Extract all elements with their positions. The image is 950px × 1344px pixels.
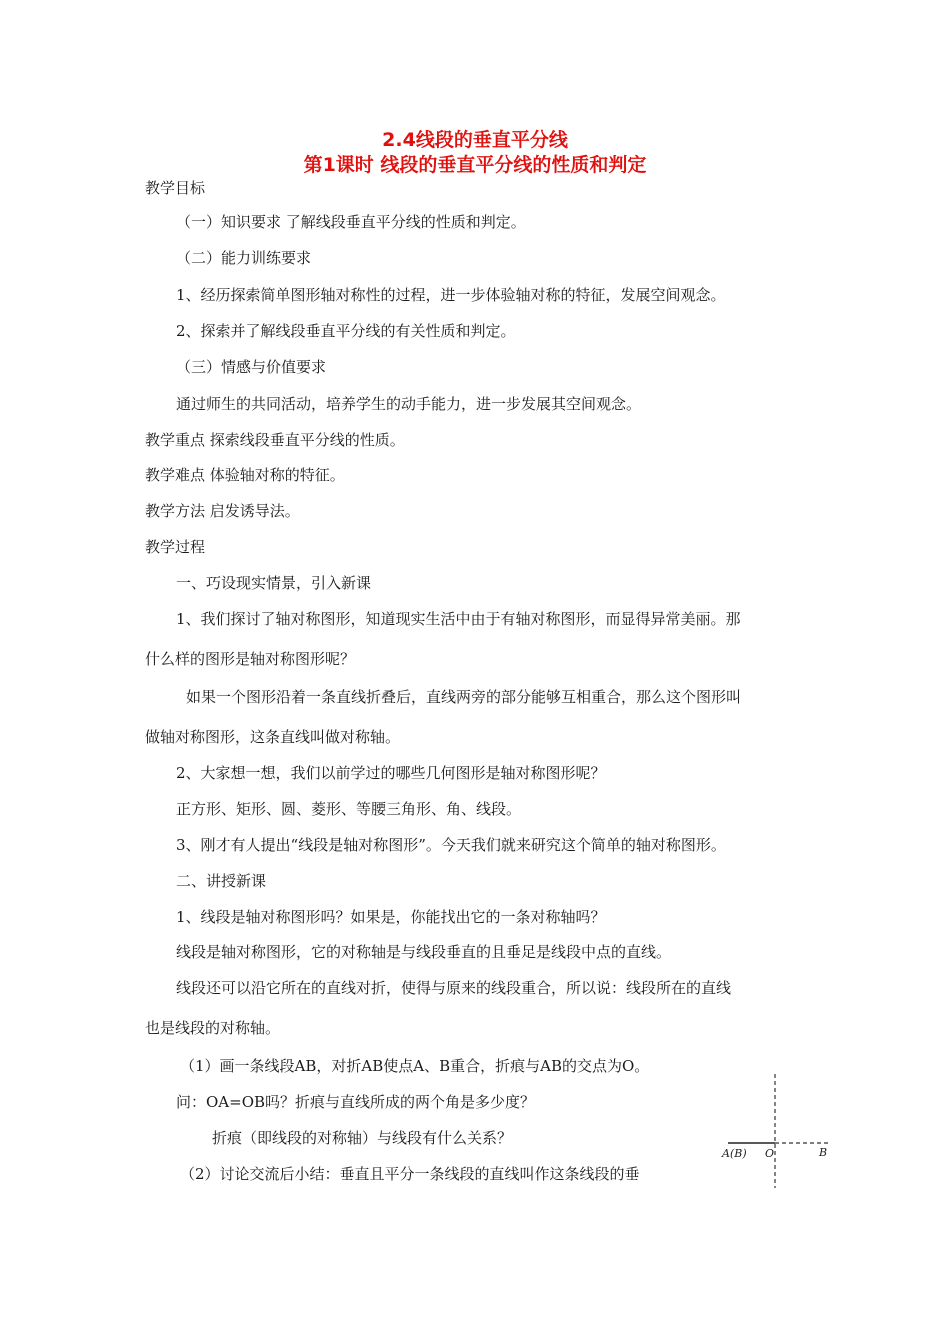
process-step-1-heading: 一、巧设现实情景，引入新课 (176, 574, 372, 592)
document-title: 2.4线段的垂直平分线 (382, 129, 568, 151)
point-label-ab: A(B) (722, 1147, 747, 1160)
emotion-value-text: 通过师生的共同活动，培养学生的动手能力，进一步发展其空间观念。 (176, 395, 642, 413)
teaching-method: 教学方法 启发诱导法。 (145, 502, 300, 520)
knowledge-requirement: （一）知识要求 了解线段垂直平分线的性质和判定。 (176, 213, 526, 231)
paragraph-line: （2）讨论交流后小结：垂直且平分一条线段的直线叫作这条线段的垂 (180, 1165, 640, 1183)
paragraph-line: 3、刚才有人提出“线段是轴对称图形”。今天我们就来研究这个简单的轴对称图形。 (176, 836, 726, 854)
paragraph-line: 线段还可以沿它所在的直线对折，使得与原来的线段重合，所以说：线段所在的直线 (176, 979, 732, 997)
paragraph-line: 也是线段的对称轴。 (145, 1019, 281, 1037)
paragraph-line: 1、线段是轴对称图形吗？如果是，你能找出它的一条对称轴吗？ (176, 908, 606, 926)
section-heading-process: 教学过程 (145, 538, 206, 556)
paragraph-line: 2、大家想一想，我们以前学过的哪些几何图形是轴对称图形呢？ (176, 764, 606, 782)
paragraph-line: 做轴对称图形，这条直线叫做对称轴。 (145, 728, 401, 746)
paragraph-line: 正方形、矩形、圆、菱形、等腰三角形、角、线段。 (176, 800, 522, 818)
process-step-2-heading: 二、讲授新课 (176, 872, 267, 890)
ability-requirement-heading: （二）能力训练要求 (176, 249, 312, 267)
fold-line-figure (720, 1070, 840, 1190)
paragraph-line: （1）画一条线段AB，对折AB使点A、B重合，折痕与AB的交点为O。 (180, 1057, 650, 1075)
paragraph-line: 折痕（即线段的对称轴）与线段有什么关系？ (212, 1129, 513, 1147)
paragraph-line: 如果一个图形沿着一条直线折叠后，直线两旁的部分能够互相重合，那么这个图形叫 (186, 688, 742, 706)
paragraph-line: 问：OA=OB吗？折痕与直线所成的两个角是多少度？ (176, 1093, 536, 1111)
section-heading-goals: 教学目标 (145, 179, 206, 197)
point-label-b: B (819, 1146, 828, 1159)
point-label-o: O (765, 1147, 775, 1160)
ability-item-2: 2、探索并了解线段垂直平分线的有关性质和判定。 (176, 322, 516, 340)
ability-item-1: 1、经历探索简单图形轴对称性的过程，进一步体验轴对称的特征，发展空间观念。 (176, 286, 726, 304)
teaching-focus: 教学重点 探索线段垂直平分线的性质。 (145, 431, 405, 449)
paragraph-line: 线段是轴对称图形，它的对称轴是与线段垂直的且垂足是线段中点的直线。 (176, 943, 672, 961)
paragraph-line: 1、我们探讨了轴对称图形，知道现实生活中由于有轴对称图形，而显得异常美丽。那 (176, 610, 741, 628)
teaching-difficulty: 教学难点 体验轴对称的特征。 (145, 466, 345, 484)
emotion-value-heading: （三）情感与价值要求 (176, 358, 327, 376)
paragraph-line: 什么样的图形是轴对称图形呢？ (145, 650, 356, 668)
lesson-subtitle: 第1课时 线段的垂直平分线的性质和判定 (303, 154, 647, 176)
